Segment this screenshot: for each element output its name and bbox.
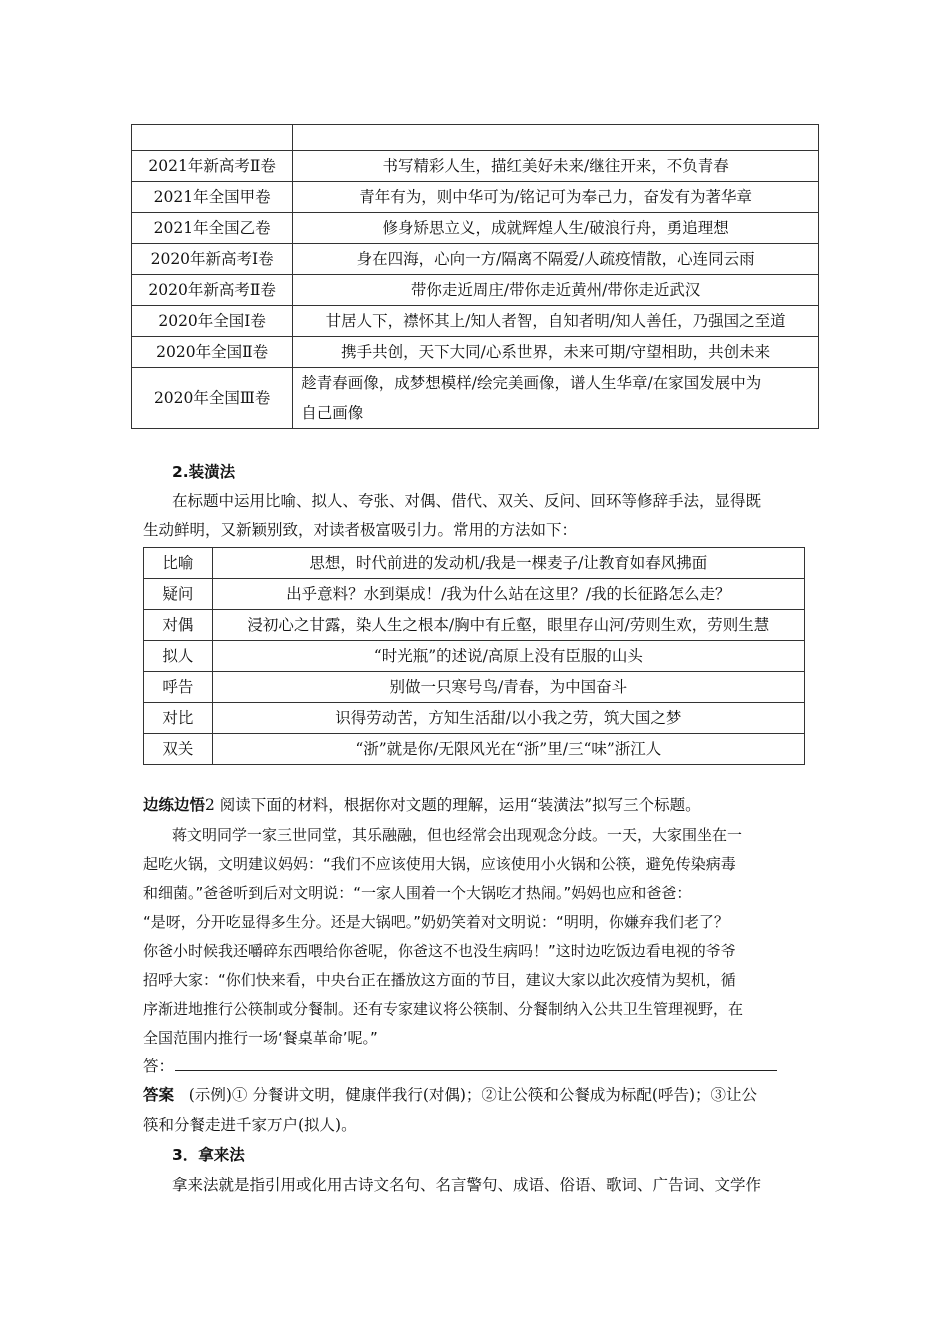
titles-cell: 携手共创，天下大同/心系世界，未来可期/守望相助，共创未来 (293, 337, 819, 368)
examples-cell: “浙”就是你/无限风光在“浙”里/三“味”浙江人 (212, 734, 804, 765)
answer-prompt: 答： (143, 1057, 175, 1075)
material-line-1: 蒋文明同学一家三世同堂，其乐融融，但也经常会出现观念分歧。一天，大家围坐在一 (172, 826, 743, 844)
device-cell: 双关 (144, 734, 213, 765)
section-2-paragraph-line-1: 在标题中运用比喻、拟人、夸张、对偶、借代、双关、反问、回环等修辞手法，显得既 (172, 492, 762, 510)
examples-cell: 浸初心之甘露，染人生之根本/胸中有丘壑，眼里存山河/劳则生欢，劳则生慧 (212, 610, 804, 641)
titles-cell-line-1: 趁青春画像，成梦想模样/绘完美画像，谱人生华章/在家国发展中为 (301, 374, 762, 392)
device-cell: 拟人 (144, 641, 213, 672)
examples-cell: 思想，时代前进的发动机/我是一棵麦子/让教育如春风拂面 (212, 548, 804, 579)
device-cell: 对比 (144, 703, 213, 734)
titles-cell: 修身矫思立义，成就辉煌人生/破浪行舟，勇追理想 (293, 213, 819, 244)
exam-cell: 2020年全国Ⅰ卷 (132, 306, 293, 337)
material-line-5: 你爸小时候我还嚼碎东西喂给你爸呢，你爸这不也没生病吗！”这时边吃饭边看电视的爷爷 (143, 942, 736, 960)
exam-table-row (132, 306, 819, 337)
rhetoric-table-row (144, 579, 805, 610)
exam-cell: 2021年新高考Ⅱ卷 (132, 151, 293, 182)
titles-cell: 书写精彩人生，描红美好未来/继往开来，不负青春 (293, 151, 819, 182)
exercise-label: 边练边悟 (143, 796, 206, 814)
exam-cell: 2020年新高考Ⅱ卷 (132, 275, 293, 306)
titles-cell: 青年有为，则中华可为/铭记可为奉己力，奋发有为著华章 (293, 182, 819, 213)
material-line-2: 起吃火锅，文明建议妈妈：“我们不应该使用大锅，应该使用小火锅和公筷，避免传染病毒 (143, 855, 736, 873)
titles-cell-line-2: 自己画像 (301, 404, 364, 422)
examples-cell: 识得劳动苦，方知生活甜/以小我之劳，筑大国之梦 (212, 703, 804, 734)
answer-blank-line[interactable] (175, 1070, 777, 1071)
section-3-heading: 3．拿来法 (172, 1146, 245, 1164)
titles-cell: 身在四海，心向一方/隔离不隔爱/人疏疫情散，心连同云雨 (293, 244, 819, 275)
titles-cell: 甘居人下，襟怀其上/知人者智，自知者明/知人善任，乃强国之至道 (293, 306, 819, 337)
rhetoric-table-row (144, 672, 805, 703)
answer-line-1 (143, 1080, 757, 1110)
exam-cell (132, 125, 293, 151)
material-line-4: “是呀，分开吃显得多生分。还是大锅吧。”奶奶笑着对文明说：“明明，你嫌弃我们老了？ (143, 913, 729, 931)
exam-table-row (132, 275, 819, 306)
section-3-paragraph-line-1: 拿来法就是指引用或化用古诗文名句、名言警句、成语、俗语、歌词、广告词、文学作 (172, 1176, 762, 1194)
section-2-paragraph-line-2: 生动鲜明，又新颖别致，对读者极富吸引力。常用的方法如下： (143, 521, 578, 539)
exam-table-row (132, 151, 819, 182)
exam-table-row (132, 337, 819, 368)
rhetoric-table-row (144, 703, 805, 734)
device-cell: 比喻 (144, 548, 213, 579)
exam-cell: 2020年全国Ⅲ卷 (132, 368, 293, 429)
exam-cell: 2020年全国Ⅱ卷 (132, 337, 293, 368)
rhetoric-table-row (144, 734, 805, 765)
exam-table-row (132, 244, 819, 275)
rhetoric-table (143, 547, 805, 765)
exam-table-row (132, 182, 819, 213)
material-line-7: 序渐进地推行公筷制或分餐制。还有专家建议将公筷制、分餐制纳入公共卫生管理视野，在 (143, 1000, 744, 1018)
exam-table-row (132, 368, 819, 429)
section-2-heading: 2.装潢法 (172, 463, 236, 481)
exam-table-row (132, 125, 819, 151)
device-cell: 对偶 (144, 610, 213, 641)
material-line-3: 和细菌。”爸爸听到后对文明说：“一家人围着一个大锅吃才热闹。”妈妈也应和爸爸： (143, 884, 692, 902)
exam-cell: 2021年全国乙卷 (132, 213, 293, 244)
examples-cell: 出乎意料？水到渠成！/我为什么站在这里？/我的长征路怎么走？ (212, 579, 804, 610)
exam-cell: 2020年新高考Ⅰ卷 (132, 244, 293, 275)
examples-cell: “时光瓶”的述说/高原上没有臣服的山头 (212, 641, 804, 672)
exam-cell: 2021年全国甲卷 (132, 182, 293, 213)
titles-cell (293, 368, 819, 429)
rhetoric-table-row (144, 548, 805, 579)
material-line-6: 招呼大家：“你们快来看，中央台正在播放这方面的节目，建议大家以此次疫情为契机，循 (143, 971, 736, 989)
exam-table-row (132, 213, 819, 244)
titles-cell: 带你走近周庄/带你走近黄州/带你走近武汉 (293, 275, 819, 306)
rhetoric-table-row (144, 610, 805, 641)
answer-line-2: 筷和分餐走进千家万户(拟人)。 (143, 1116, 357, 1134)
exercise-prompt (143, 790, 701, 820)
answer-text-line-1: (示例)① 分餐讲文明，健康伴我行(对偶)；②让公筷和公餐成为标配(呼告)；③让公 (188, 1086, 758, 1104)
titles-cell (293, 125, 819, 151)
examples-cell: 别做一只寒号鸟/青春，为中国奋斗 (212, 672, 804, 703)
answer-label: 答案 (143, 1086, 175, 1104)
exercise-prompt-text: 2 阅读下面的材料，根据你对文题的理解，运用“装潢法”拟写三个标题。 (205, 796, 701, 814)
exam-titles-table (131, 124, 819, 429)
material-line-8: 全国范围内推行一场‘餐桌革命’呢。” (143, 1029, 378, 1047)
device-cell: 呼告 (144, 672, 213, 703)
rhetoric-table-row (144, 641, 805, 672)
device-cell: 疑问 (144, 579, 213, 610)
